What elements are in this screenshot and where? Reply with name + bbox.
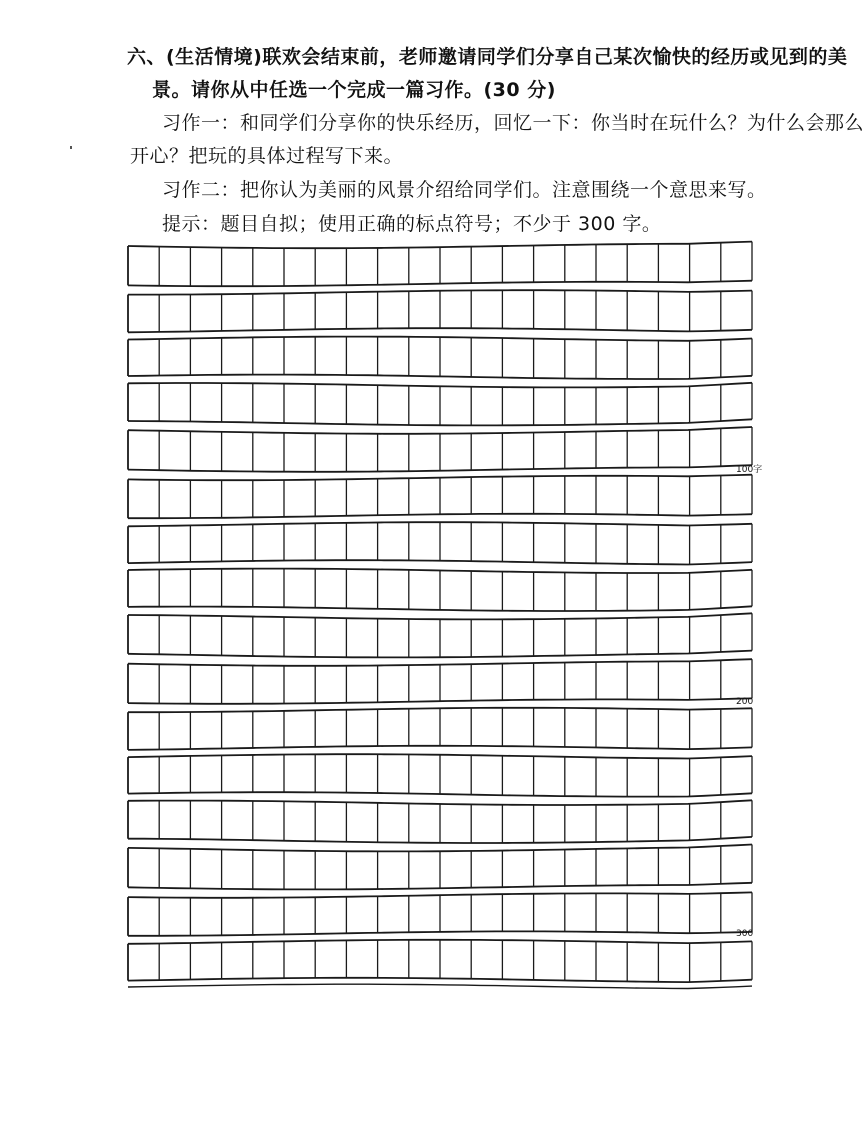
grid-row[interactable] — [128, 754, 752, 796]
grid-bottom-edge — [128, 984, 752, 988]
count-marker: 300 — [736, 929, 754, 939]
grid-row[interactable] — [128, 522, 752, 564]
grid-row[interactable] — [128, 337, 752, 379]
question-intro-line-2: 景。请你从中任选一个完成一篇习作。(30 分) — [152, 79, 556, 101]
grid-row[interactable] — [128, 800, 752, 843]
grid-row[interactable] — [128, 613, 752, 657]
writing-hint: 提示：题目自拟；使用正确的标点符号；不少于 300 字。 — [162, 213, 662, 235]
count-marker: 100字 — [736, 465, 763, 475]
grid-row[interactable] — [128, 383, 752, 426]
grid-row[interactable] — [128, 427, 752, 472]
grid-row[interactable] — [128, 290, 752, 332]
grid-row[interactable] — [128, 940, 752, 982]
grid-row[interactable] — [128, 892, 752, 935]
grid-row[interactable] — [128, 242, 752, 287]
count-marker: 200 — [736, 697, 754, 707]
grid-row[interactable] — [128, 845, 752, 890]
option-1-line-2: 开心？把玩的具体过程写下来。 — [130, 145, 404, 167]
grid-row[interactable] — [128, 708, 752, 750]
question-intro-line-1: 六、(生活情境)联欢会结束前，老师邀请同学们分享自己某次愉快的经历或见到的美 — [127, 46, 848, 68]
option-1-line-1: 习作一：和同学们分享你的快乐经历，回忆一下：你当时在玩什么？为什么会那么 — [162, 112, 864, 134]
grid-row[interactable] — [128, 659, 752, 704]
grid-row[interactable] — [128, 475, 752, 519]
option-2: 习作二：把你认为美丽的风景介绍给同学们。注意围绕一个意思来写。 — [162, 179, 767, 201]
grid-row[interactable] — [128, 569, 752, 611]
